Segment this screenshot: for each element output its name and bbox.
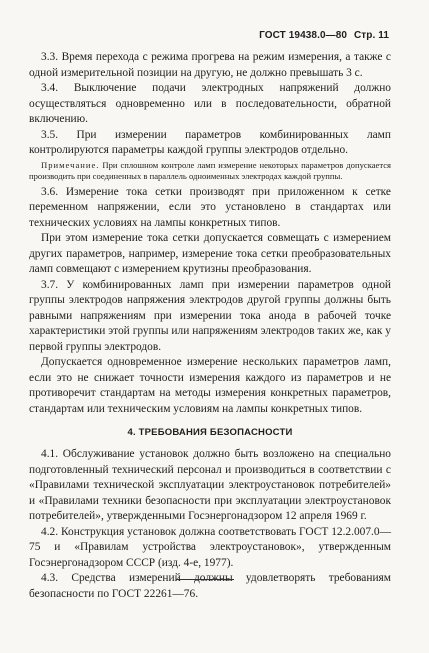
paragraph-3-5: 3.5. При измерении параметров комбинированных ламп контролируются параметры каждой группы электродов отдельно. — [29, 128, 391, 156]
paragraph-3-7: 3.7. У комбинированных ламп при измерении параметров одной группы электродов напряжения электродов другой группы должны быть равными напряжениям при измерении тока анода в рабочей точке характеристики этой группы или напряжениям электродов таких же, как у первой группы электродов. — [29, 278, 391, 353]
paragraph-4-3: 4.3. Средства измерений должны удовлетворять требованиям безопасности по ГОСТ 22261—76. — [29, 572, 391, 600]
note-paragraph — [29, 160, 391, 183]
section-4-title: 4. ТРЕБОВАНИЯ БЕЗОПАСНОСТИ — [127, 427, 293, 438]
page-number: Стр. 11 — [353, 30, 389, 41]
page-header — [259, 30, 389, 41]
paragraph-3-7-cont: Допускается одновременное измерение нескольких параметров ламп, если это не снижает точности измерения каждого из параметров и не противоречит стандартам на методы измерения конкретных параметров, стандартам или техническим условиям на лампы конкретных типов. — [29, 356, 391, 415]
standard-code: ГОСТ 19438.0—80 — [259, 30, 348, 41]
end-divider — [176, 579, 234, 580]
note-text: При сплошном контроле ламп измерение некоторых параметров допускается производить при соединенных в параллель одноименных электродах каждой группы. — [29, 159, 391, 181]
note-label: Примечание. — [41, 159, 100, 170]
paragraph-3-3: 3.3. Время перехода с режима прогрева на режим измерения, а также с одной измерительной позиции на другую, не должно превышать 3 с. — [29, 51, 391, 79]
paragraph-4-2: 4.2. Конструкция установок должна соответствовать ГОСТ 12.2.007.0—75 и «Правилам устройства электроустановок», утвержденным Госэнергонадзором СССР (изд. 4-е, 1977). — [29, 525, 391, 569]
paragraph-4-1: 4.1. Обслуживание установок должно быть возложено на специально подготовленный технический персонал и производиться в соответствии с «Правилами технической эксплуатации электроустановок потребителей» и «Правилами техники безопасности при эксплуатации электроустановок потребителей», утвержденными Госэнергонадзором 12 апреля 1969 г. — [29, 448, 391, 522]
paragraph-3-4: 3.4. Выключение подачи электродных напряжений должно осуществляться одновременно или в последовательности, обратной включению. — [29, 82, 391, 125]
paragraph-3-6: 3.6. Измерение тока сетки производят при приложенном к сетке переменном напряжении, если это установлено в стандартах или технических условиях на лампы конкретных типов. — [29, 185, 391, 229]
page-body — [29, 50, 391, 602]
paragraph-3-6-cont: При этом измерение тока сетки допускается совмещать с измерением других параметров, например, измерение тока сетки преобразовательных ламп совмещают с измерением крутизны преобразования. — [29, 232, 391, 275]
